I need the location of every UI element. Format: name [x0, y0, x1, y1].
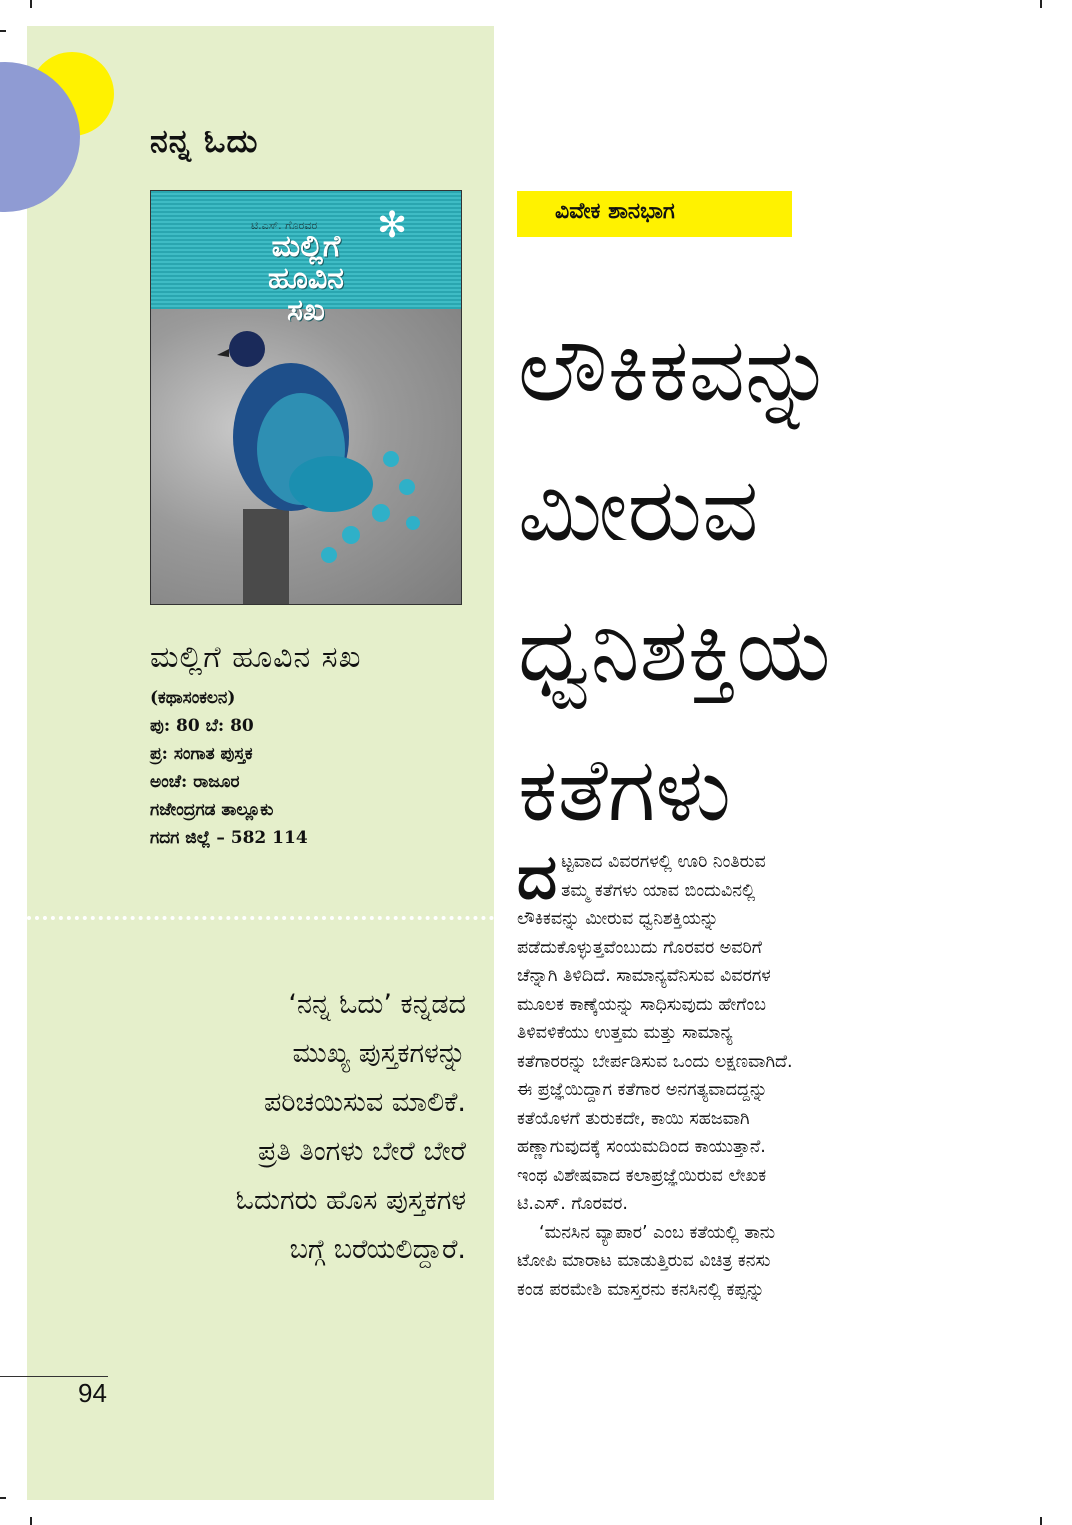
book-details: [150, 684, 308, 852]
book-district-pin: ಗದಗ ಜಿಲ್ಲೆ – 582 114: [150, 828, 308, 848]
feather-eye: [342, 526, 360, 544]
headline-line: ಕತೆಗಳು: [518, 738, 732, 841]
dotted-divider: [27, 916, 494, 920]
body-line: ಇಂಥ ವಿಶೇಷವಾದ ಕಲಾಪ್ರಜ್ಞೆಯಿರುವ ಲೇಖಕ: [517, 1165, 767, 1186]
headline-line: ಧ್ವನಿಶಕ್ತಿಯ: [518, 598, 831, 701]
body-line: ಕತೆಯೊಳಗೆ ತುರುಕದೇ, ಕಾಯಿ ಸಹಜವಾಗಿ: [517, 1108, 750, 1129]
body-line: ತಿಳಿವಳಿಕೆಯು ಉತ್ತಮ ಮತ್ತು ಸಾಮಾನ್ಯ: [517, 1023, 733, 1043]
book-taluk: ಗಜೇಂದ್ರಗಡ ತಾಲ್ಲೂಕು: [150, 800, 274, 820]
book-publisher: ಪ್ರ: ಸಂಗಾತ ಪುಸ್ತಕ: [150, 744, 253, 764]
series-note-line: ಪರಿಚಯಿಸುವ ಮಾಲಿಕೆ.: [263, 1087, 466, 1118]
body-line: ಟೋಪಿ ಮಾರಾಟ ಮಾಡುತ್ತಿರುವ ವಿಚಿತ್ರ ಕನಸು: [517, 1251, 771, 1271]
crop-mark-tl: [30, 0, 32, 8]
crop-mark-l: [0, 30, 6, 32]
headline-line: ಮೀರುವ: [518, 458, 759, 561]
feather-eye: [406, 516, 420, 530]
page-number: 94: [78, 1378, 107, 1408]
article-paragraph-1: [517, 840, 957, 1219]
body-line: ‘ಮನಸಿನ ವ್ಯಾಪಾರ’ ಎಂಬ ಕತೆಯಲ್ಲಿ ತಾನು: [539, 1222, 776, 1243]
peacock-tail: [289, 456, 373, 512]
body-line: ಪಡೆದುಕೊಳ್ಳುತ್ತವೆಂಬುದು ಗೊರವರ ಅವರಿಗೆ: [517, 937, 762, 958]
body-line: ಕತೆಗಾರರನ್ನು ಬೇರ್ಪಡಿಸುವ ಒಂದು ಲಕ್ಷಣವಾಗಿದೆ.: [517, 1051, 793, 1072]
cover-title-line: ಸಖ: [287, 293, 325, 328]
series-note-line: ಓದುಗರು ಹೊಸ ಪುಸ್ತಕಗಳ: [235, 1185, 466, 1216]
peacock-head: [229, 331, 265, 367]
author-badge: ವಿವೇಕ ಶಾನಭಾಗ: [517, 191, 792, 237]
book-title: ಮಲ್ಲಿಗೆ ಹೂವಿನ ಸಖ: [150, 640, 362, 675]
body-line: ಮೂಲಕ ಕಾಣ್ಕೆಯನ್ನು ಸಾಧಿಸುವುದು ಹೇಗೆಂಬ: [517, 994, 766, 1015]
series-note-line: ಪ್ರತಿ ತಿಂಗಳು ಬೇರೆ ಬೇರೆ: [258, 1136, 466, 1167]
crop-mark-br: [1040, 1517, 1042, 1525]
feather-eye: [372, 504, 390, 522]
book-post: ಅಂಚೆ: ರಾಜೂರ: [150, 772, 240, 792]
body-line: ಟ್ಟವಾದ ವಿವರಗಳಲ್ಲಿ ಊರಿ ನಿಂತಿರುವ: [561, 852, 766, 872]
cover-title-line: ಹೂವಿನ: [268, 261, 344, 296]
body-line: ಲೌಕಿಕವನ್ನು ಮೀರುವ ಧ್ವನಿಶಕ್ತಿಯನ್ನು: [517, 909, 719, 929]
body-line: ಕಂಡ ಪರಮೇಶಿ ಮಾಸ್ತರನು ಕನಸಿನಲ್ಲಿ ಕಪ್ಪನ್ನು: [517, 1279, 765, 1300]
peacock-illustration: [151, 309, 462, 605]
post-shape: [243, 509, 289, 605]
headline-line: ಲೌಕಿಕವನ್ನು: [518, 318, 834, 421]
feather-eye: [321, 547, 337, 563]
series-note: [100, 980, 466, 1274]
body-line: ತಮ್ಮ ಕತೆಗಳು ಯಾವ ಬಿಂದುವಿನಲ್ಲಿ: [561, 880, 756, 901]
series-note-line: ಮುಖ್ಯ ಪುಸ್ತಕಗಳನ್ನು: [292, 1038, 466, 1069]
series-note-line: ‘ನನ್ನ ಓದು’ ಕನ್ನಡದ: [288, 989, 466, 1020]
article-paragraph-2: [517, 1219, 957, 1305]
body-line: ಹಣ್ಣಾಗುವುದಕ್ಕೆ ಸಂಯಮದಿಂದ ಕಾಯುತ್ತಾನೆ.: [517, 1137, 766, 1157]
body-line: ಟಿ.ಎಸ್. ಗೊರವರ.: [517, 1194, 628, 1214]
book-cover-image: [150, 190, 462, 605]
body-line: ಈ ಪ್ರಜ್ಞೆಯಿದ್ದಾಗ ಕತೆಗಾರ ಅನಗತ್ಯವಾದದ್ದನ್ನು: [517, 1080, 768, 1100]
body-line: ಚೆನ್ನಾಗಿ ತಿಳಿದಿದೆ. ಸಾಮಾನ್ಯವೆನಿಸುವ ವಿವರಗಳ: [517, 966, 771, 986]
jasmine-flower-icon: ✻: [377, 205, 408, 246]
drop-cap: ದ: [517, 840, 558, 913]
series-note-line: ಬಗ್ಗೆ ಬರೆಯಲಿದ್ದಾರೆ.: [289, 1234, 466, 1265]
crop-mark-bl: [30, 1517, 32, 1525]
crop-mark-tr: [1040, 0, 1042, 8]
cover-author: ಟಿ.ಎಸ್. ಗೊರವರ: [251, 219, 318, 232]
book-pages-price: ಪು: 80 ಬೆ: 80: [150, 716, 254, 736]
book-genre: (ಕಥಾಸಂಕಲನ): [150, 688, 236, 708]
column-title: ನನ್ನ ಓದು: [150, 122, 259, 160]
article-headline: [518, 300, 1038, 860]
page-number-rule: [0, 1376, 108, 1377]
cover-title-line: ಮಲ್ಲಿಗೆ: [271, 229, 341, 264]
crop-mark-l2: [0, 1497, 6, 1499]
feather-eye: [399, 479, 415, 495]
peacock-beak: [217, 349, 229, 357]
feather-eye: [383, 451, 399, 467]
article-body: [517, 840, 957, 1304]
